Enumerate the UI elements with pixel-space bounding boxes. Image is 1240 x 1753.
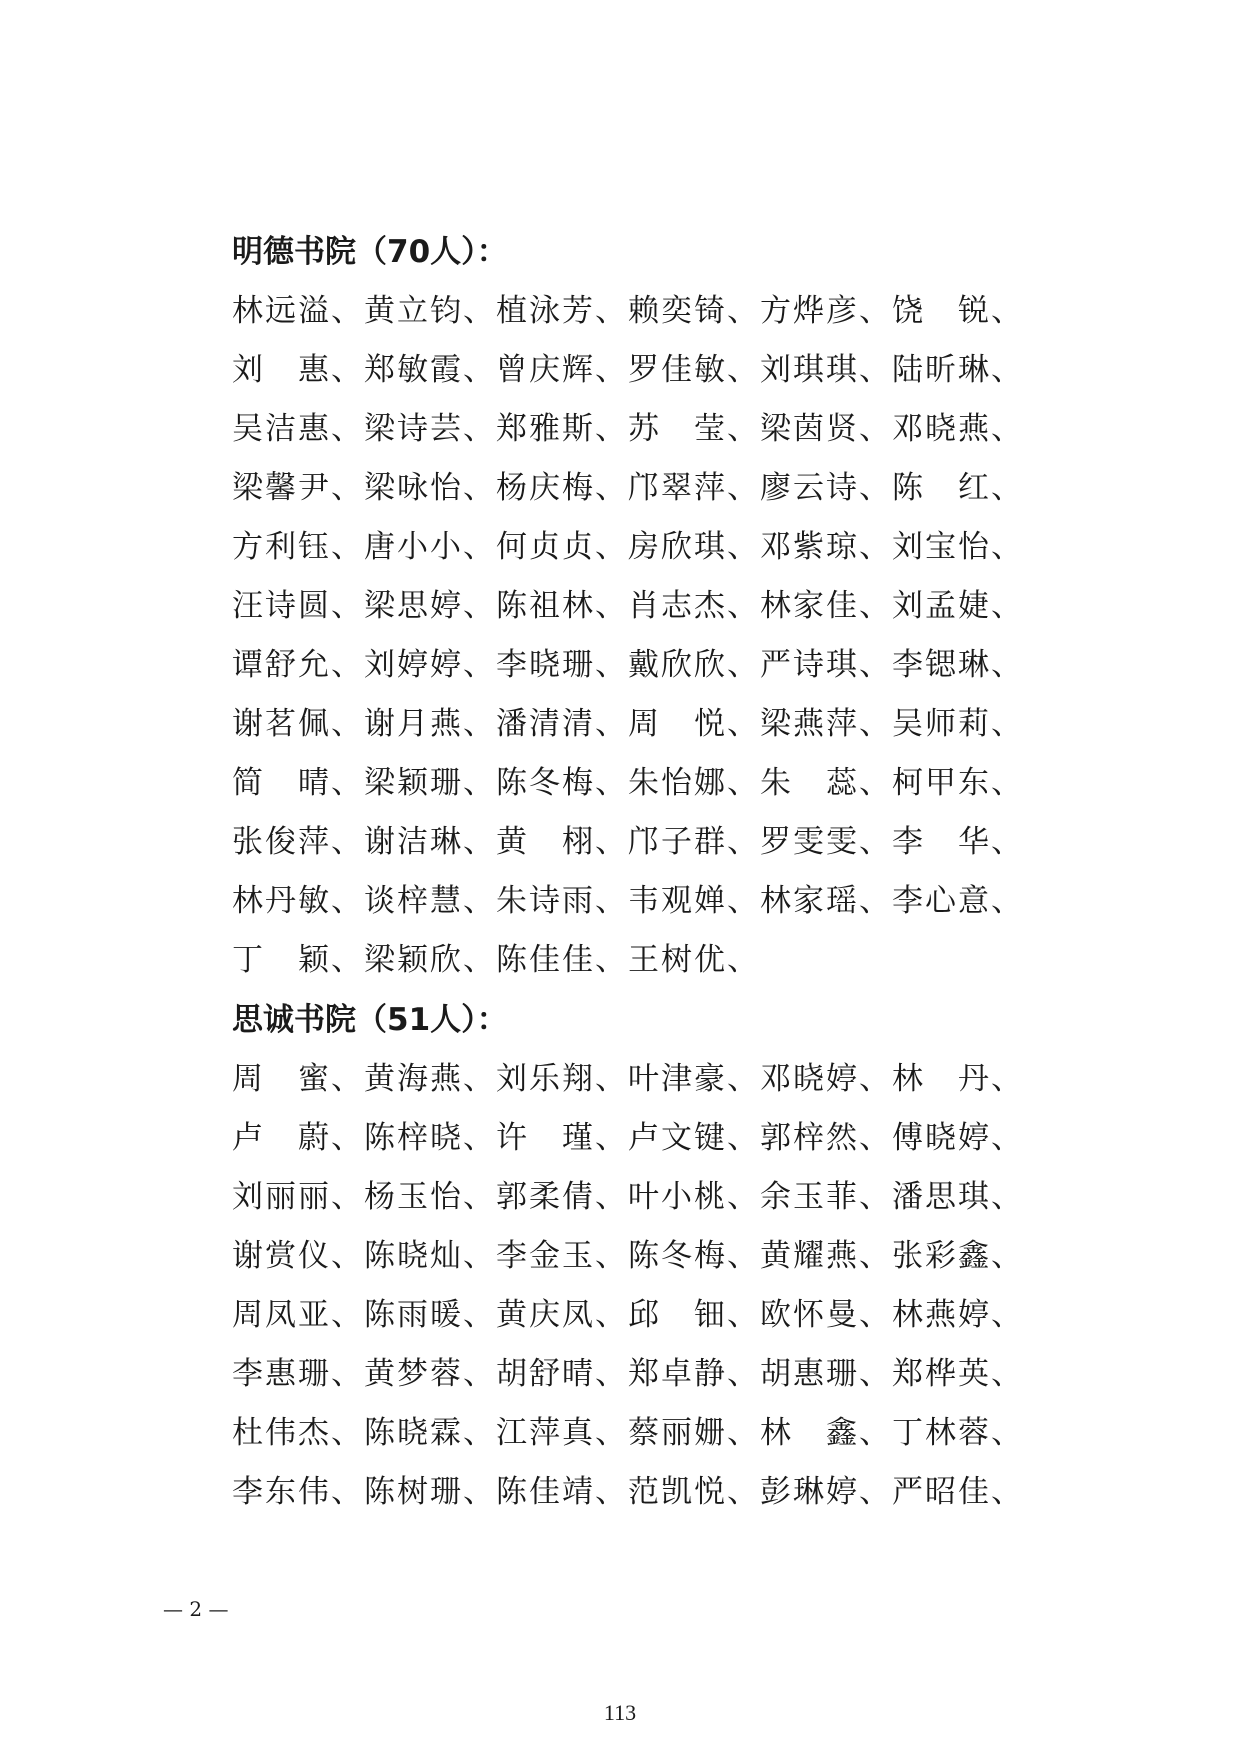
name-line: 李东伟、陈树珊、陈佳靖、范凯悦、彭琳婷、严昭佳、 <box>232 1474 1024 1510</box>
name-line: 梁馨尹、梁咏怡、杨庆梅、邝翠萍、廖云诗、陈 红、 <box>232 470 1024 506</box>
page-number: 113 <box>603 1700 637 1725</box>
name-line: 谢赏仪、陈晓灿、李金玉、陈冬梅、黄耀燕、张彩鑫、 <box>232 1238 1024 1274</box>
name-line: 杜伟杰、陈晓霖、江萍真、蔡丽姗、林 鑫、丁林蓉、 <box>232 1415 1024 1451</box>
name-line: 刘丽丽、杨玉怡、郭柔倩、叶小桃、余玉菲、潘思琪、 <box>232 1179 1024 1215</box>
name-list-content <box>232 222 1022 1522</box>
name-line: 方利钰、唐小小、何贞贞、房欣琪、邓紫琼、刘宝怡、 <box>232 529 1024 565</box>
name-line: 谭舒允、刘婷婷、李晓珊、戴欣欣、严诗琪、李锶琳、 <box>232 647 1024 683</box>
name-line: 林丹敏、谈梓慧、朱诗雨、韦观婵、林家瑶、李心意、 <box>232 883 1024 919</box>
name-line: 卢 蔚、陈梓晓、许 瑾、卢文键、郭梓然、傅晓婷、 <box>232 1120 1024 1156</box>
name-line: 李惠珊、黄梦蓉、胡舒晴、郑卓静、胡惠珊、郑桦英、 <box>232 1356 1024 1392</box>
name-line: 谢茗佩、谢月燕、潘清清、周 悦、梁燕萍、吴师莉、 <box>232 706 1024 742</box>
name-line: 林远溢、黄立钧、植泳芳、赖奕锜、方烨彦、饶 锐、 <box>232 293 1024 329</box>
name-line: 刘 惠、郑敏霞、曾庆辉、罗佳敏、刘琪琪、陆昕琳、 <box>232 352 1024 388</box>
section-title-mingde: 明德书院（70人）： <box>232 234 508 270</box>
section-title-sicheng: 思诚书院（51人）： <box>232 1002 508 1038</box>
name-line: 周凤亚、陈雨暖、黄庆凤、邱 钿、欧怀曼、林燕婷、 <box>232 1297 1024 1333</box>
name-line: 汪诗圆、梁思婷、陈祖林、肖志杰、林家佳、刘孟婕、 <box>232 588 1024 624</box>
name-line: 张俊萍、谢洁琳、黄 栩、邝子群、罗雯雯、李 华、 <box>232 824 1024 860</box>
name-line: 周 蜜、黄海燕、刘乐翔、叶津豪、邓晓婷、林 丹、 <box>232 1061 1024 1097</box>
name-line: 简 晴、梁颖珊、陈冬梅、朱怡娜、朱 蕊、柯甲东、 <box>232 765 1024 801</box>
name-line: 吴洁惠、梁诗芸、郑雅斯、苏 莹、梁茵贤、邓晓燕、 <box>232 411 1024 447</box>
page-marker: — 2 — <box>163 1597 229 1621</box>
name-line: 丁 颖、梁颖欣、陈佳佳、王树优、 <box>232 942 760 978</box>
